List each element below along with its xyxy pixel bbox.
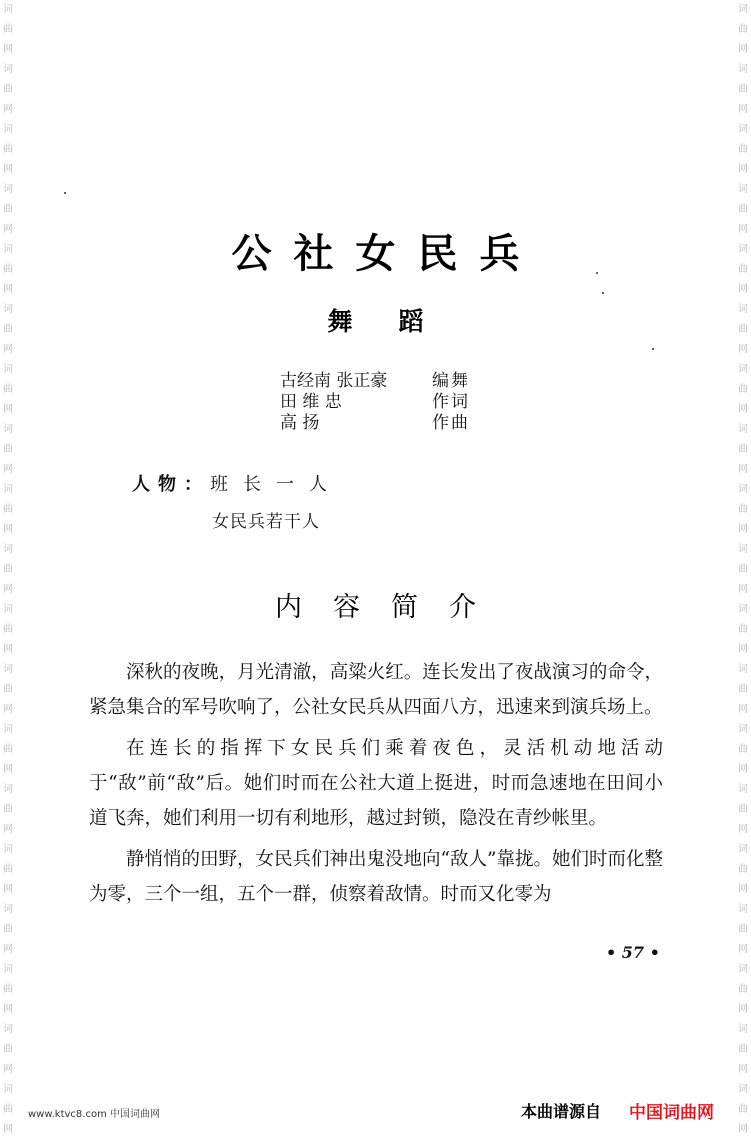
watermark-char: 词 bbox=[3, 664, 13, 675]
watermark-right bbox=[735, 0, 751, 1147]
watermark-char: 词 bbox=[738, 184, 748, 195]
watermark-char: 词 bbox=[738, 604, 748, 615]
watermark-group bbox=[738, 720, 748, 780]
footer-source-label: 本曲谱源自 bbox=[521, 1102, 602, 1121]
watermark-group bbox=[738, 0, 748, 60]
watermark-char: 词 bbox=[738, 244, 748, 255]
watermark-group bbox=[738, 120, 748, 180]
page-subtitle: 舞蹈 bbox=[327, 307, 470, 336]
watermark-char: 词 bbox=[3, 964, 13, 975]
watermark-char: 网 bbox=[3, 1124, 13, 1135]
watermark-char: 曲 bbox=[738, 564, 748, 575]
credit-lyrics bbox=[280, 392, 470, 413]
footer-url[interactable]: www.ktvc8.com 中国词曲网 bbox=[28, 1109, 161, 1120]
watermark-char: 曲 bbox=[3, 504, 13, 515]
watermark-char: 曲 bbox=[738, 804, 748, 815]
watermark-char: 曲 bbox=[3, 624, 13, 635]
watermark-char: 词 bbox=[738, 4, 748, 15]
watermark-char: 曲 bbox=[738, 864, 748, 875]
watermark-char: 网 bbox=[3, 824, 13, 835]
watermark-char: 词 bbox=[738, 1024, 748, 1035]
watermark-char: 词 bbox=[738, 1084, 748, 1095]
watermark-char: 词 bbox=[3, 64, 13, 75]
watermark-group bbox=[3, 480, 13, 540]
watermark-char: 网 bbox=[738, 524, 748, 535]
watermark-char: 曲 bbox=[738, 24, 748, 35]
watermark-char: 词 bbox=[3, 304, 13, 315]
watermark-group bbox=[3, 840, 13, 900]
watermark-char: 网 bbox=[738, 224, 748, 235]
watermark-char: 词 bbox=[738, 364, 748, 375]
watermark-group bbox=[738, 900, 748, 960]
watermark-char: 曲 bbox=[738, 204, 748, 215]
watermark-group bbox=[3, 1020, 13, 1080]
watermark-group bbox=[738, 60, 748, 120]
watermark-char: 曲 bbox=[738, 744, 748, 755]
watermark-char: 词 bbox=[3, 784, 13, 795]
watermark-group bbox=[3, 900, 13, 960]
watermark-char: 词 bbox=[738, 844, 748, 855]
watermark-group bbox=[738, 360, 748, 420]
watermark-char: 词 bbox=[738, 784, 748, 795]
credit-choreography bbox=[280, 371, 470, 392]
watermark-group bbox=[3, 780, 13, 840]
watermark-char: 曲 bbox=[738, 924, 748, 935]
watermark-char: 曲 bbox=[3, 564, 13, 575]
watermark-char: 网 bbox=[3, 584, 13, 595]
watermark-group bbox=[3, 360, 13, 420]
watermark-char: 词 bbox=[3, 1084, 13, 1095]
watermark-char: 曲 bbox=[738, 384, 748, 395]
cast-line-2: 女民兵若干人 bbox=[212, 512, 320, 532]
watermark-char: 曲 bbox=[3, 804, 13, 815]
paragraph: 静悄悄的田野，女民兵们神出鬼没地向“敌人”靠拢。她们时而化整为零，三个一组，五个一群，侦察着敌情。时而又化零为 bbox=[89, 849, 663, 905]
watermark-char: 词 bbox=[3, 1024, 13, 1035]
watermark-char: 网 bbox=[738, 1004, 748, 1015]
watermark-char: 网 bbox=[3, 344, 13, 355]
watermark-char: 词 bbox=[738, 424, 748, 435]
speck bbox=[602, 292, 604, 294]
watermark-char: 网 bbox=[738, 164, 748, 175]
watermark-char: 词 bbox=[3, 184, 13, 195]
watermark-char: 网 bbox=[738, 1124, 748, 1135]
watermark-char: 词 bbox=[3, 124, 13, 135]
watermark-char: 网 bbox=[738, 644, 748, 655]
watermark-char: 网 bbox=[3, 644, 13, 655]
watermark-char: 网 bbox=[3, 104, 13, 115]
watermark-char: 网 bbox=[3, 944, 13, 955]
watermark-group bbox=[3, 720, 13, 780]
watermark-char: 曲 bbox=[738, 984, 748, 995]
watermark-char: 网 bbox=[738, 404, 748, 415]
watermark-char: 曲 bbox=[3, 444, 13, 455]
watermark-char: 网 bbox=[738, 104, 748, 115]
watermark-char: 网 bbox=[3, 1004, 13, 1015]
watermark-char: 曲 bbox=[3, 324, 13, 335]
watermark-group bbox=[738, 840, 748, 900]
watermark-char: 词 bbox=[3, 244, 13, 255]
credits-block bbox=[280, 371, 470, 434]
watermark-char: 网 bbox=[738, 824, 748, 835]
speck bbox=[64, 192, 66, 194]
watermark-char: 网 bbox=[3, 764, 13, 775]
watermark-group bbox=[738, 960, 748, 1020]
watermark-char: 网 bbox=[3, 884, 13, 895]
watermark-char: 词 bbox=[3, 4, 13, 15]
watermark-char: 网 bbox=[738, 884, 748, 895]
watermark-char: 曲 bbox=[3, 684, 13, 695]
watermark-char: 网 bbox=[3, 164, 13, 175]
watermark-char: 词 bbox=[738, 64, 748, 75]
page-title: 公社女民兵 bbox=[231, 231, 542, 277]
watermark-char: 曲 bbox=[3, 24, 13, 35]
watermark-char: 网 bbox=[3, 284, 13, 295]
watermark-char: 词 bbox=[3, 724, 13, 735]
watermark-group bbox=[3, 420, 13, 480]
credit-name: 田 维 忠 bbox=[280, 392, 342, 412]
watermark-char: 词 bbox=[3, 544, 13, 555]
watermark-left bbox=[0, 0, 16, 1147]
watermark-char: 词 bbox=[3, 484, 13, 495]
watermark-char: 网 bbox=[738, 704, 748, 715]
watermark-group bbox=[738, 420, 748, 480]
watermark-char: 曲 bbox=[3, 204, 13, 215]
watermark-char: 词 bbox=[738, 724, 748, 735]
watermark-group bbox=[738, 480, 748, 540]
watermark-char: 词 bbox=[738, 664, 748, 675]
watermark-char: 词 bbox=[738, 544, 748, 555]
credit-name: 高 扬 bbox=[280, 413, 320, 433]
credit-role: 编舞 bbox=[432, 371, 470, 391]
credit-role: 作曲 bbox=[432, 413, 470, 433]
watermark-char: 网 bbox=[3, 524, 13, 535]
paragraph: 在连长的指挥下女民兵们乘着夜色，灵活机动地活动于“敌”前“敌”后。她们时而在公社大道上挺进，时而急速地在田间小道飞奔，她们利用一切有利地形，越过封锁，隐没在青纱帐里。 bbox=[89, 738, 663, 829]
watermark-char: 网 bbox=[738, 464, 748, 475]
watermark-char: 曲 bbox=[3, 264, 13, 275]
watermark-char: 曲 bbox=[738, 324, 748, 335]
speck bbox=[652, 348, 654, 350]
watermark-char: 曲 bbox=[3, 1104, 13, 1115]
watermark-char: 词 bbox=[3, 604, 13, 615]
watermark-char: 曲 bbox=[738, 84, 748, 95]
watermark-char: 词 bbox=[738, 304, 748, 315]
watermark-char: 曲 bbox=[738, 444, 748, 455]
watermark-group bbox=[3, 660, 13, 720]
watermark-group bbox=[738, 780, 748, 840]
watermark-char: 曲 bbox=[738, 1044, 748, 1055]
watermark-char: 网 bbox=[3, 44, 13, 55]
watermark-char: 词 bbox=[738, 964, 748, 975]
credit-music bbox=[280, 413, 470, 434]
watermark-char: 曲 bbox=[738, 144, 748, 155]
watermark-char: 曲 bbox=[3, 984, 13, 995]
watermark-char: 词 bbox=[738, 484, 748, 495]
cast-label: 人物： bbox=[132, 474, 210, 495]
watermark-group bbox=[738, 1020, 748, 1080]
watermark-group bbox=[3, 960, 13, 1020]
watermark-char: 网 bbox=[3, 464, 13, 475]
watermark-char: 曲 bbox=[738, 684, 748, 695]
watermark-char: 网 bbox=[738, 764, 748, 775]
watermark-char: 词 bbox=[3, 904, 13, 915]
watermark-group bbox=[738, 660, 748, 720]
watermark-char: 曲 bbox=[3, 744, 13, 755]
watermark-char: 曲 bbox=[3, 144, 13, 155]
watermark-char: 曲 bbox=[738, 504, 748, 515]
paragraph: 深秋的夜晚，月光清澈，高粱火红。连长发出了夜战演习的命令，紧急集合的军号吹响了，公社女民兵从四面八方，迅速来到演兵场上。 bbox=[89, 662, 663, 718]
watermark-char: 曲 bbox=[738, 264, 748, 275]
watermark-group bbox=[738, 1080, 748, 1140]
watermark-char: 网 bbox=[3, 224, 13, 235]
credit-role: 作词 bbox=[432, 392, 470, 412]
watermark-char: 网 bbox=[738, 344, 748, 355]
watermark-char: 网 bbox=[738, 944, 748, 955]
watermark-char: 词 bbox=[3, 364, 13, 375]
watermark-group bbox=[3, 60, 13, 120]
watermark-char: 曲 bbox=[3, 1044, 13, 1055]
watermark-char: 网 bbox=[3, 704, 13, 715]
watermark-group bbox=[3, 0, 13, 60]
watermark-char: 网 bbox=[3, 404, 13, 415]
watermark-char: 曲 bbox=[3, 864, 13, 875]
watermark-char: 曲 bbox=[738, 1104, 748, 1115]
watermark-group bbox=[3, 1080, 13, 1140]
watermark-char: 词 bbox=[3, 844, 13, 855]
watermark-char: 曲 bbox=[738, 624, 748, 635]
synopsis-body bbox=[89, 655, 663, 912]
footer-brand-link[interactable]: 中国词曲网 bbox=[629, 1103, 714, 1123]
watermark-char: 网 bbox=[738, 1064, 748, 1075]
watermark-char: 词 bbox=[738, 904, 748, 915]
watermark-char: 曲 bbox=[3, 924, 13, 935]
page-number: • 57 • bbox=[606, 943, 660, 962]
watermark-group bbox=[3, 120, 13, 180]
watermark-char: 网 bbox=[738, 44, 748, 55]
credit-name: 古经南 张正豪 bbox=[280, 371, 388, 391]
watermark-char: 曲 bbox=[3, 384, 13, 395]
watermark-char: 网 bbox=[738, 284, 748, 295]
watermark-char: 曲 bbox=[3, 84, 13, 95]
watermark-char: 词 bbox=[738, 124, 748, 135]
section-heading: 内容简介 bbox=[275, 592, 507, 623]
watermark-char: 网 bbox=[3, 1064, 13, 1075]
watermark-char: 词 bbox=[3, 424, 13, 435]
cast-line-1: 班长一人 bbox=[210, 474, 342, 495]
watermark-char: 网 bbox=[738, 584, 748, 595]
